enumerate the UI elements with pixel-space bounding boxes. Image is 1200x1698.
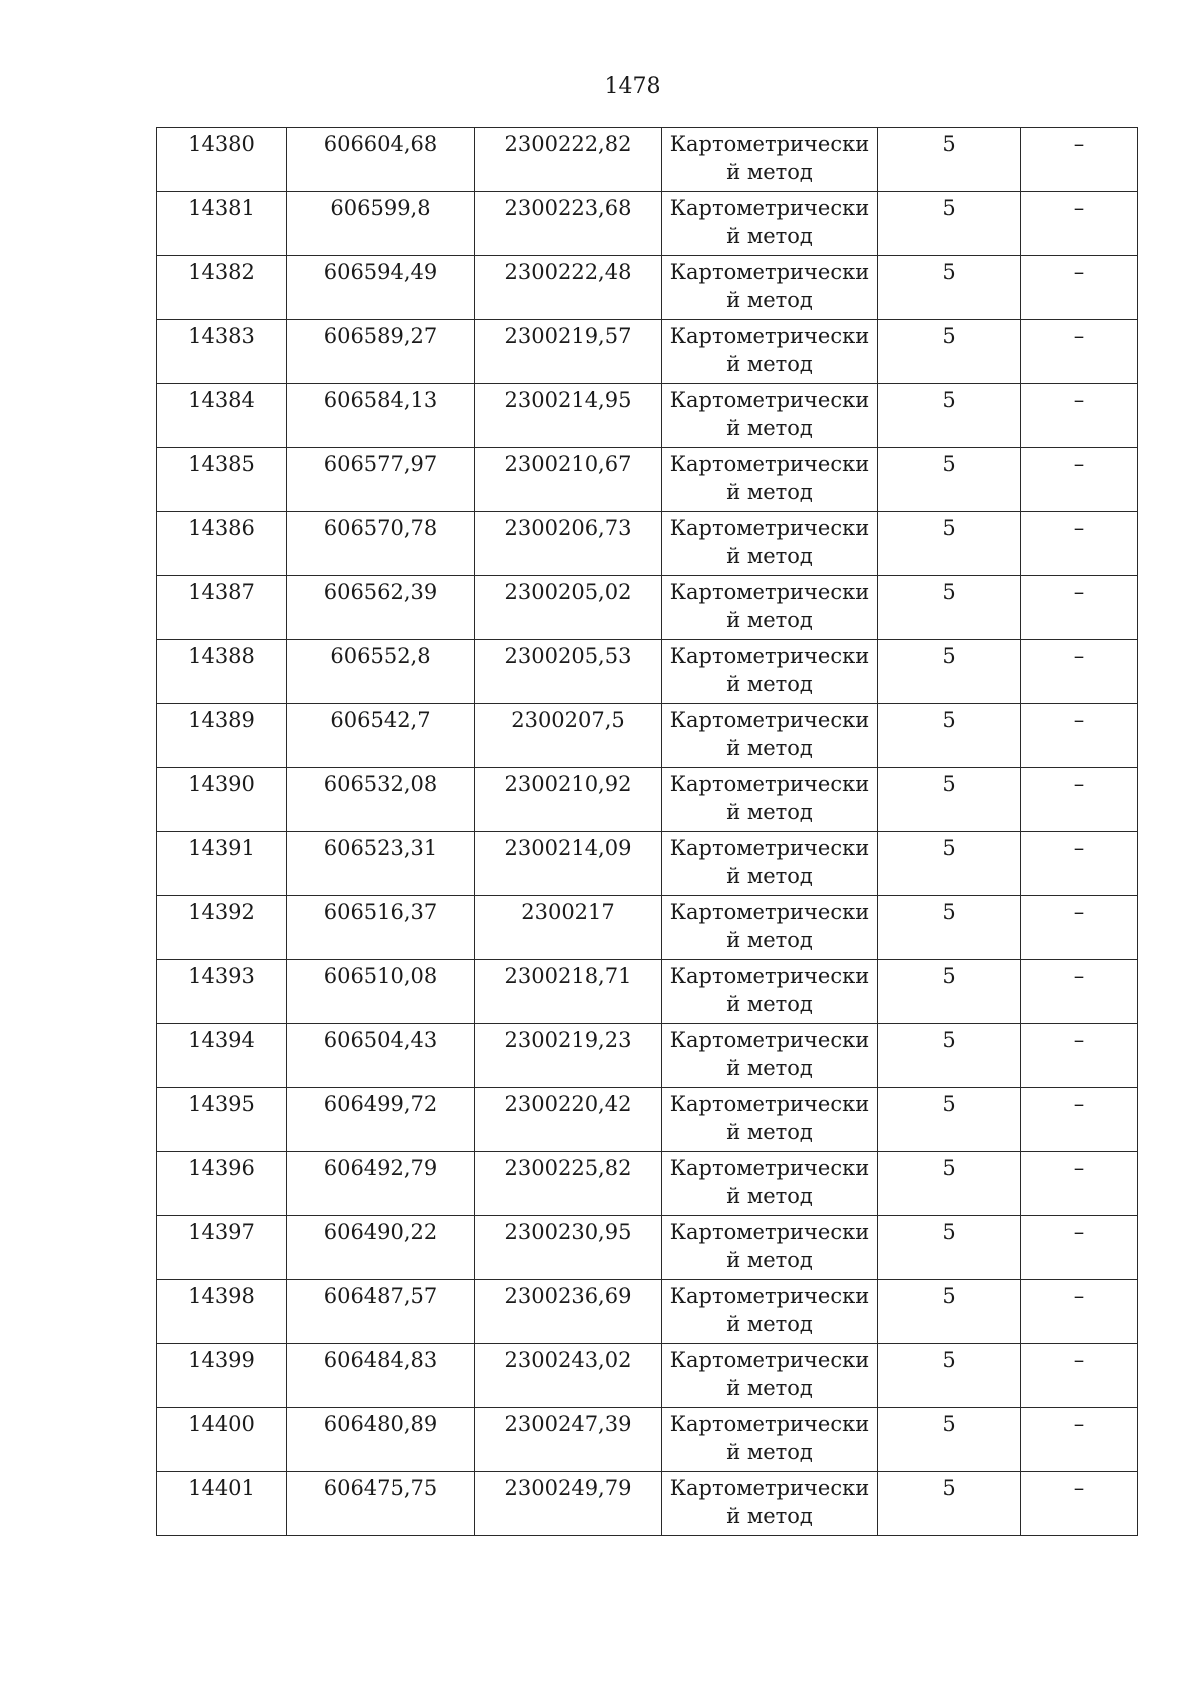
method-line-2: й метод bbox=[726, 1312, 813, 1336]
table-row bbox=[157, 1216, 1138, 1280]
note-cell: – bbox=[1021, 512, 1138, 576]
table-row bbox=[157, 128, 1138, 192]
accuracy-cell: 5 bbox=[878, 1024, 1021, 1088]
point-number-cell: 14385 bbox=[157, 448, 287, 512]
method-line-1: Картометрически bbox=[669, 196, 870, 220]
method-line-2: й метод bbox=[726, 160, 813, 184]
point-number-cell: 14394 bbox=[157, 1024, 287, 1088]
method-cell bbox=[662, 448, 878, 512]
x-coordinate-cell: 606475,75 bbox=[287, 1472, 475, 1536]
note-cell: – bbox=[1021, 320, 1138, 384]
method-cell bbox=[662, 1024, 878, 1088]
method-line-1: Картометрически bbox=[669, 772, 870, 796]
note-cell: – bbox=[1021, 192, 1138, 256]
method-cell bbox=[662, 192, 878, 256]
y-coordinate-cell: 2300210,92 bbox=[475, 768, 662, 832]
point-number-cell: 14382 bbox=[157, 256, 287, 320]
x-coordinate-cell: 606584,13 bbox=[287, 384, 475, 448]
method-line-1: Картометрически bbox=[669, 1348, 870, 1372]
method-line-2: й метод bbox=[726, 800, 813, 824]
table-row bbox=[157, 512, 1138, 576]
note-cell: – bbox=[1021, 704, 1138, 768]
page-number: 1478 bbox=[604, 74, 661, 99]
x-coordinate-cell: 606499,72 bbox=[287, 1088, 475, 1152]
method-line-1: Картометрически bbox=[669, 644, 870, 668]
accuracy-cell: 5 bbox=[878, 128, 1021, 192]
table-row bbox=[157, 1152, 1138, 1216]
method-line-1: Картометрически bbox=[669, 1220, 870, 1244]
table-row bbox=[157, 576, 1138, 640]
point-number-cell: 14381 bbox=[157, 192, 287, 256]
method-line-1: Картометрически bbox=[669, 516, 870, 540]
table-row bbox=[157, 1344, 1138, 1408]
method-line-2: й метод bbox=[726, 864, 813, 888]
method-line-2: й метод bbox=[726, 1248, 813, 1272]
x-coordinate-cell: 606577,97 bbox=[287, 448, 475, 512]
note-cell: – bbox=[1021, 1472, 1138, 1536]
method-cell bbox=[662, 576, 878, 640]
note-cell: – bbox=[1021, 1408, 1138, 1472]
y-coordinate-cell: 2300217 bbox=[475, 896, 662, 960]
note-cell: – bbox=[1021, 1216, 1138, 1280]
y-coordinate-cell: 2300205,53 bbox=[475, 640, 662, 704]
method-cell bbox=[662, 832, 878, 896]
method-cell bbox=[662, 1280, 878, 1344]
y-coordinate-cell: 2300222,48 bbox=[475, 256, 662, 320]
method-cell bbox=[662, 1344, 878, 1408]
note-cell: – bbox=[1021, 960, 1138, 1024]
method-line-1: Картометрически bbox=[669, 324, 870, 348]
method-cell bbox=[662, 320, 878, 384]
y-coordinate-cell: 2300249,79 bbox=[475, 1472, 662, 1536]
point-number-cell: 14389 bbox=[157, 704, 287, 768]
table-row bbox=[157, 960, 1138, 1024]
accuracy-cell: 5 bbox=[878, 1280, 1021, 1344]
method-cell bbox=[662, 1216, 878, 1280]
note-cell: – bbox=[1021, 448, 1138, 512]
table-row bbox=[157, 640, 1138, 704]
point-number-cell: 14390 bbox=[157, 768, 287, 832]
note-cell: – bbox=[1021, 1280, 1138, 1344]
accuracy-cell: 5 bbox=[878, 896, 1021, 960]
method-cell bbox=[662, 128, 878, 192]
table-row bbox=[157, 192, 1138, 256]
method-line-2: й метод bbox=[726, 1504, 813, 1528]
method-line-2: й метод bbox=[726, 1120, 813, 1144]
point-number-cell: 14386 bbox=[157, 512, 287, 576]
accuracy-cell: 5 bbox=[878, 704, 1021, 768]
accuracy-cell: 5 bbox=[878, 1408, 1021, 1472]
x-coordinate-cell: 606487,57 bbox=[287, 1280, 475, 1344]
x-coordinate-cell: 606570,78 bbox=[287, 512, 475, 576]
note-cell: – bbox=[1021, 1024, 1138, 1088]
accuracy-cell: 5 bbox=[878, 320, 1021, 384]
accuracy-cell: 5 bbox=[878, 640, 1021, 704]
note-cell: – bbox=[1021, 1344, 1138, 1408]
point-number-cell: 14397 bbox=[157, 1216, 287, 1280]
method-cell bbox=[662, 640, 878, 704]
accuracy-cell: 5 bbox=[878, 192, 1021, 256]
method-line-2: й метод bbox=[726, 480, 813, 504]
method-line-2: й метод bbox=[726, 224, 813, 248]
method-cell bbox=[662, 512, 878, 576]
x-coordinate-cell: 606492,79 bbox=[287, 1152, 475, 1216]
table-row bbox=[157, 1088, 1138, 1152]
table-row bbox=[157, 320, 1138, 384]
method-cell bbox=[662, 1408, 878, 1472]
note-cell: – bbox=[1021, 1088, 1138, 1152]
y-coordinate-cell: 2300236,69 bbox=[475, 1280, 662, 1344]
note-cell: – bbox=[1021, 1152, 1138, 1216]
accuracy-cell: 5 bbox=[878, 448, 1021, 512]
y-coordinate-cell: 2300214,95 bbox=[475, 384, 662, 448]
accuracy-cell: 5 bbox=[878, 1472, 1021, 1536]
point-number-cell: 14388 bbox=[157, 640, 287, 704]
y-coordinate-cell: 2300247,39 bbox=[475, 1408, 662, 1472]
method-line-2: й метод bbox=[726, 608, 813, 632]
accuracy-cell: 5 bbox=[878, 384, 1021, 448]
point-number-cell: 14384 bbox=[157, 384, 287, 448]
note-cell: – bbox=[1021, 640, 1138, 704]
method-line-1: Картометрически bbox=[669, 1284, 870, 1308]
x-coordinate-cell: 606562,39 bbox=[287, 576, 475, 640]
y-coordinate-cell: 2300206,73 bbox=[475, 512, 662, 576]
accuracy-cell: 5 bbox=[878, 832, 1021, 896]
point-number-cell: 14400 bbox=[157, 1408, 287, 1472]
y-coordinate-cell: 2300219,57 bbox=[475, 320, 662, 384]
method-line-2: й метод bbox=[726, 288, 813, 312]
point-number-cell: 14398 bbox=[157, 1280, 287, 1344]
table-row bbox=[157, 256, 1138, 320]
method-cell bbox=[662, 384, 878, 448]
method-line-1: Картометрически bbox=[669, 836, 870, 860]
note-cell: – bbox=[1021, 384, 1138, 448]
method-line-1: Картометрически bbox=[669, 260, 870, 284]
table-row bbox=[157, 1472, 1138, 1536]
x-coordinate-cell: 606510,08 bbox=[287, 960, 475, 1024]
point-number-cell: 14391 bbox=[157, 832, 287, 896]
y-coordinate-cell: 2300225,82 bbox=[475, 1152, 662, 1216]
x-coordinate-cell: 606594,49 bbox=[287, 256, 475, 320]
method-line-1: Картометрически bbox=[669, 900, 870, 924]
x-coordinate-cell: 606516,37 bbox=[287, 896, 475, 960]
y-coordinate-cell: 2300219,23 bbox=[475, 1024, 662, 1088]
note-cell: – bbox=[1021, 256, 1138, 320]
method-line-2: й метод bbox=[726, 736, 813, 760]
method-line-2: й метод bbox=[726, 1376, 813, 1400]
method-line-1: Картометрически bbox=[669, 1092, 870, 1116]
table-body bbox=[157, 128, 1138, 1536]
method-line-2: й метод bbox=[726, 672, 813, 696]
y-coordinate-cell: 2300210,67 bbox=[475, 448, 662, 512]
point-number-cell: 14396 bbox=[157, 1152, 287, 1216]
method-line-2: й метод bbox=[726, 1184, 813, 1208]
point-number-cell: 14383 bbox=[157, 320, 287, 384]
table-row bbox=[157, 896, 1138, 960]
table-row bbox=[157, 704, 1138, 768]
accuracy-cell: 5 bbox=[878, 512, 1021, 576]
note-cell: – bbox=[1021, 576, 1138, 640]
method-line-2: й метод bbox=[726, 416, 813, 440]
method-cell bbox=[662, 704, 878, 768]
method-line-2: й метод bbox=[726, 992, 813, 1016]
note-cell: – bbox=[1021, 896, 1138, 960]
x-coordinate-cell: 606523,31 bbox=[287, 832, 475, 896]
y-coordinate-cell: 2300230,95 bbox=[475, 1216, 662, 1280]
x-coordinate-cell: 606589,27 bbox=[287, 320, 475, 384]
method-cell bbox=[662, 960, 878, 1024]
accuracy-cell: 5 bbox=[878, 768, 1021, 832]
table-row bbox=[157, 1408, 1138, 1472]
method-line-1: Картометрически bbox=[669, 132, 870, 156]
method-line-1: Картометрически bbox=[669, 1028, 870, 1052]
accuracy-cell: 5 bbox=[878, 576, 1021, 640]
method-line-1: Картометрически bbox=[669, 1156, 870, 1180]
method-line-1: Картометрически bbox=[669, 452, 870, 476]
y-coordinate-cell: 2300220,42 bbox=[475, 1088, 662, 1152]
method-line-2: й метод bbox=[726, 544, 813, 568]
point-number-cell: 14392 bbox=[157, 896, 287, 960]
method-line-2: й метод bbox=[726, 1056, 813, 1080]
method-cell bbox=[662, 1152, 878, 1216]
x-coordinate-cell: 606480,89 bbox=[287, 1408, 475, 1472]
note-cell: – bbox=[1021, 768, 1138, 832]
method-cell bbox=[662, 896, 878, 960]
y-coordinate-cell: 2300222,82 bbox=[475, 128, 662, 192]
method-cell bbox=[662, 256, 878, 320]
y-coordinate-cell: 2300243,02 bbox=[475, 1344, 662, 1408]
table-row bbox=[157, 1280, 1138, 1344]
coordinates-table bbox=[156, 127, 1138, 1536]
x-coordinate-cell: 606604,68 bbox=[287, 128, 475, 192]
point-number-cell: 14399 bbox=[157, 1344, 287, 1408]
accuracy-cell: 5 bbox=[878, 1344, 1021, 1408]
point-number-cell: 14395 bbox=[157, 1088, 287, 1152]
x-coordinate-cell: 606490,22 bbox=[287, 1216, 475, 1280]
x-coordinate-cell: 606484,83 bbox=[287, 1344, 475, 1408]
x-coordinate-cell: 606599,8 bbox=[287, 192, 475, 256]
method-line-2: й метод bbox=[726, 1440, 813, 1464]
table-row bbox=[157, 768, 1138, 832]
method-line-1: Картометрически bbox=[669, 580, 870, 604]
method-line-1: Картометрически bbox=[669, 388, 870, 412]
table-row bbox=[157, 384, 1138, 448]
point-number-cell: 14387 bbox=[157, 576, 287, 640]
accuracy-cell: 5 bbox=[878, 1216, 1021, 1280]
x-coordinate-cell: 606504,43 bbox=[287, 1024, 475, 1088]
y-coordinate-cell: 2300205,02 bbox=[475, 576, 662, 640]
method-cell bbox=[662, 1088, 878, 1152]
method-cell bbox=[662, 768, 878, 832]
point-number-cell: 14380 bbox=[157, 128, 287, 192]
method-cell bbox=[662, 1472, 878, 1536]
y-coordinate-cell: 2300207,5 bbox=[475, 704, 662, 768]
method-line-1: Картометрически bbox=[669, 1476, 870, 1500]
method-line-1: Картометрически bbox=[669, 1412, 870, 1436]
x-coordinate-cell: 606532,08 bbox=[287, 768, 475, 832]
y-coordinate-cell: 2300214,09 bbox=[475, 832, 662, 896]
method-line-2: й метод bbox=[726, 928, 813, 952]
accuracy-cell: 5 bbox=[878, 1088, 1021, 1152]
y-coordinate-cell: 2300218,71 bbox=[475, 960, 662, 1024]
note-cell: – bbox=[1021, 832, 1138, 896]
y-coordinate-cell: 2300223,68 bbox=[475, 192, 662, 256]
accuracy-cell: 5 bbox=[878, 960, 1021, 1024]
table-row bbox=[157, 1024, 1138, 1088]
method-line-2: й метод bbox=[726, 352, 813, 376]
point-number-cell: 14393 bbox=[157, 960, 287, 1024]
x-coordinate-cell: 606542,7 bbox=[287, 704, 475, 768]
method-line-1: Картометрически bbox=[669, 708, 870, 732]
point-number-cell: 14401 bbox=[157, 1472, 287, 1536]
table-row bbox=[157, 832, 1138, 896]
table-row bbox=[157, 448, 1138, 512]
note-cell: – bbox=[1021, 128, 1138, 192]
method-line-1: Картометрически bbox=[669, 964, 870, 988]
accuracy-cell: 5 bbox=[878, 256, 1021, 320]
accuracy-cell: 5 bbox=[878, 1152, 1021, 1216]
x-coordinate-cell: 606552,8 bbox=[287, 640, 475, 704]
